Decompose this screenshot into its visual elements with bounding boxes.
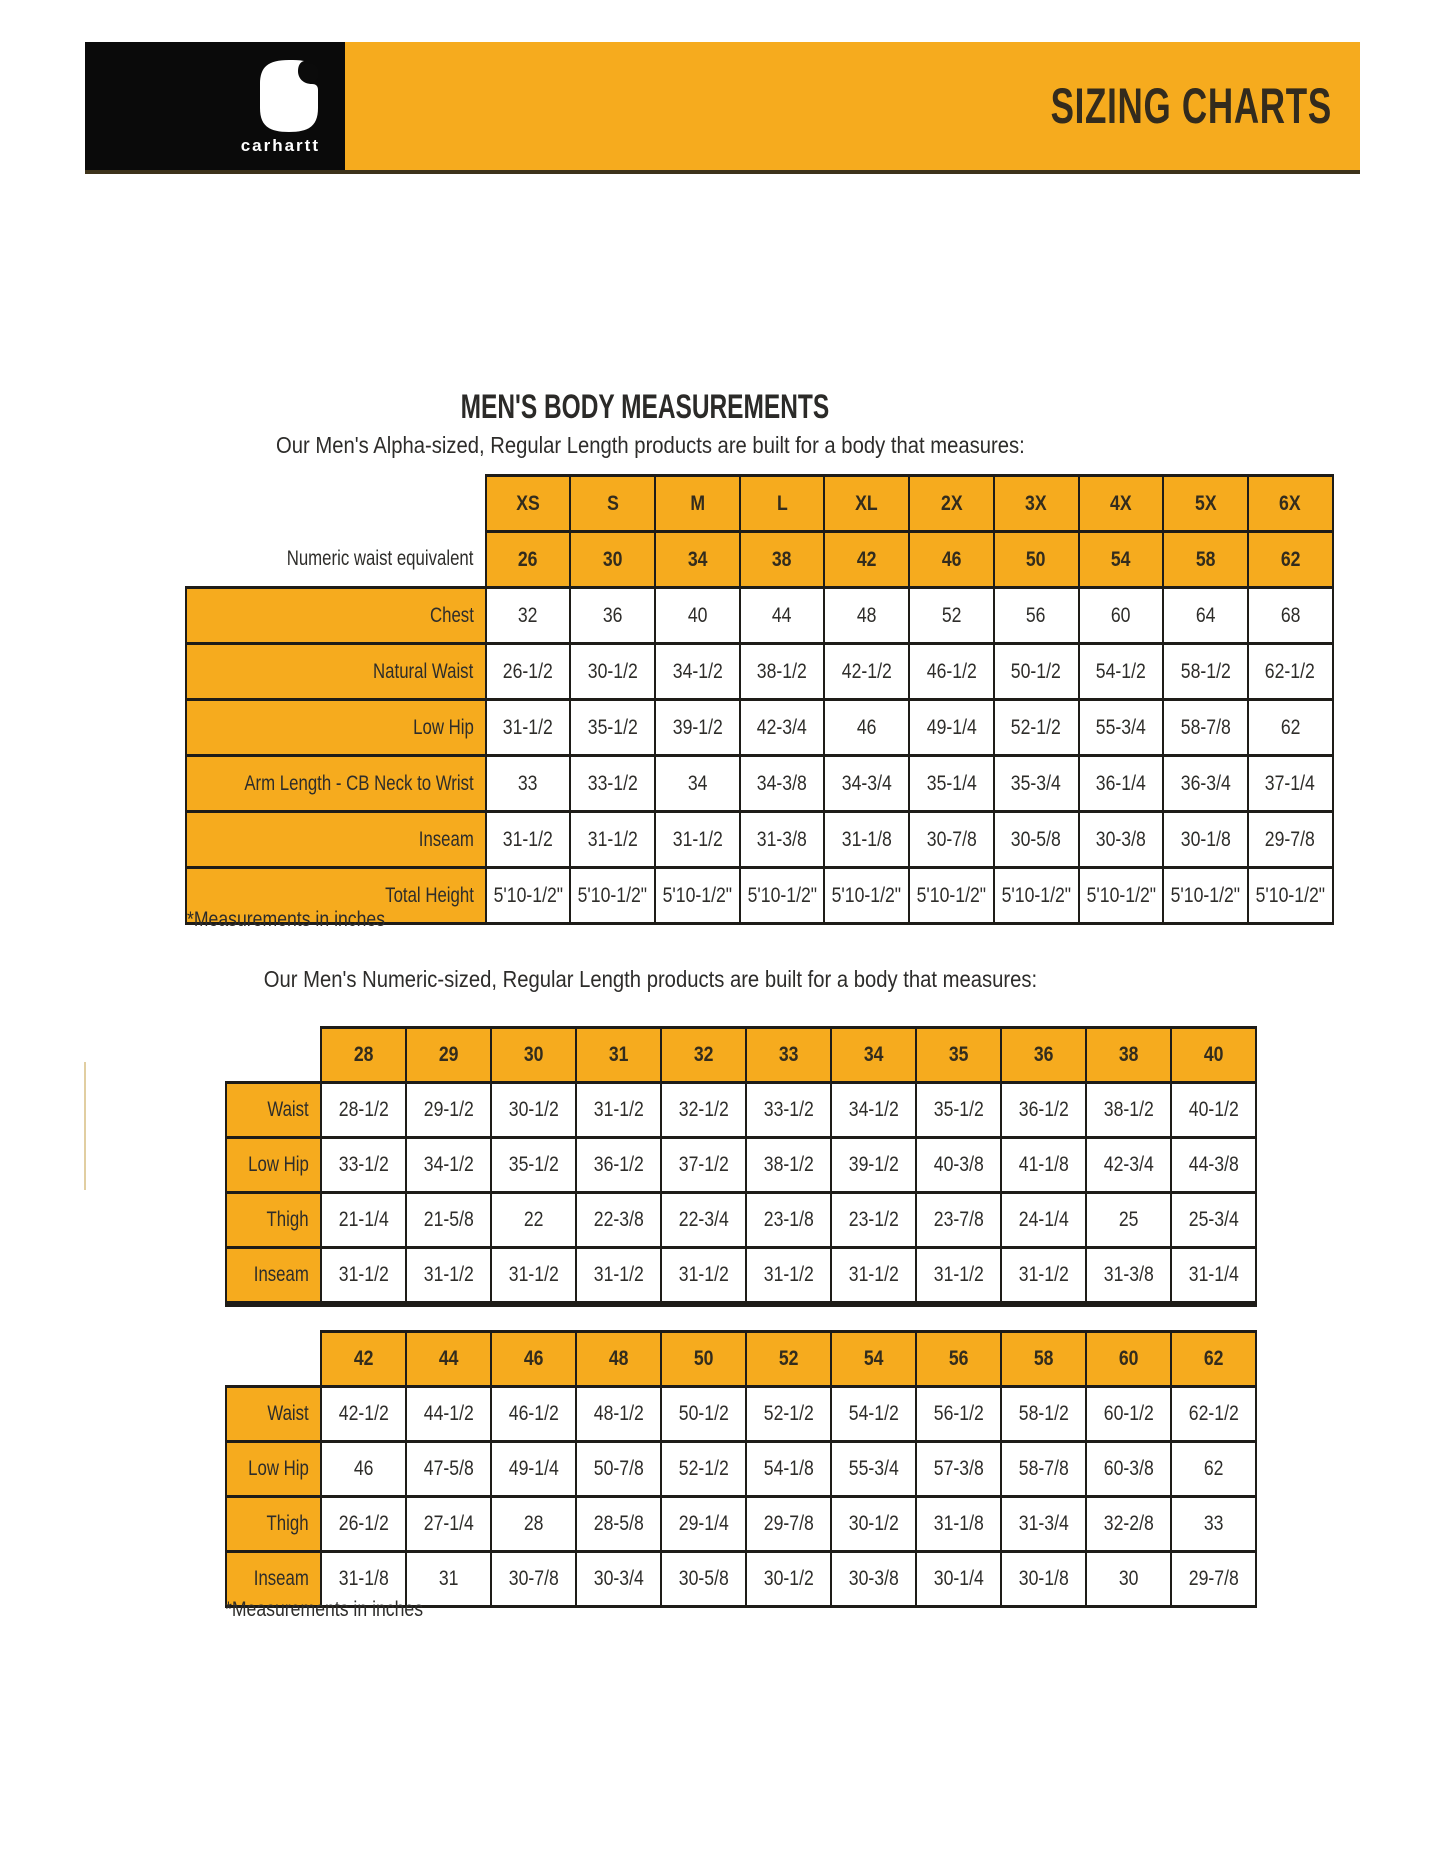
measure-cell: 42-1/2 bbox=[321, 1387, 406, 1442]
measure-cell: 56-1/2 bbox=[916, 1387, 1001, 1442]
measure-cell: 5'10-1/2" bbox=[824, 868, 909, 924]
measure-cell: 24-1/4 bbox=[1001, 1193, 1086, 1248]
measure-cell: 48 bbox=[824, 588, 909, 644]
measure-cell: 42-1/2 bbox=[824, 644, 909, 700]
measure-cell: 31-1/2 bbox=[491, 1248, 576, 1305]
measure-cell: 46-1/2 bbox=[491, 1387, 576, 1442]
measure-cell: 5'10-1/2" bbox=[655, 868, 740, 924]
row-label: Inseam bbox=[226, 1248, 321, 1305]
numeric-size-table-42-62 bbox=[225, 1330, 1257, 1608]
measure-cell: 34-3/4 bbox=[824, 756, 909, 812]
table-row bbox=[226, 1248, 1256, 1305]
measure-cell: 22-3/8 bbox=[576, 1193, 661, 1248]
measure-cell: 30-1/2 bbox=[491, 1083, 576, 1138]
measure-cell: 30-1/2 bbox=[570, 644, 655, 700]
measure-cell: 25-3/4 bbox=[1171, 1193, 1256, 1248]
measure-cell: 31-1/2 bbox=[746, 1248, 831, 1305]
measure-cell: 35-1/2 bbox=[570, 700, 655, 756]
measure-cell: 50-1/2 bbox=[994, 644, 1079, 700]
measure-cell: 31-3/8 bbox=[740, 812, 825, 868]
size-header-cell: 31 bbox=[576, 1028, 661, 1083]
row-label: Thigh bbox=[226, 1193, 321, 1248]
measure-cell: 30 bbox=[1086, 1552, 1171, 1607]
size-header-cell: 52 bbox=[746, 1332, 831, 1387]
measure-cell: 22-3/4 bbox=[661, 1193, 746, 1248]
measure-cell: 26-1/2 bbox=[321, 1497, 406, 1552]
page-edge-artifact-line bbox=[84, 1062, 86, 1190]
carhartt-c-icon bbox=[260, 60, 318, 132]
measure-cell: 50-1/2 bbox=[661, 1387, 746, 1442]
measure-cell: 31-1/8 bbox=[321, 1552, 406, 1607]
measure-cell: 21-5/8 bbox=[406, 1193, 491, 1248]
measure-cell: 30-1/8 bbox=[1001, 1552, 1086, 1607]
measure-cell: 25 bbox=[1086, 1193, 1171, 1248]
table-row bbox=[186, 476, 1333, 532]
size-header-cell: 62 bbox=[1171, 1332, 1256, 1387]
measure-cell: 30-3/8 bbox=[831, 1552, 916, 1607]
measure-cell: 28 bbox=[491, 1497, 576, 1552]
measure-cell: 46 bbox=[321, 1442, 406, 1497]
measure-cell: 44-1/2 bbox=[406, 1387, 491, 1442]
measure-cell: 32 bbox=[486, 588, 571, 644]
measure-cell: 58-7/8 bbox=[1163, 700, 1248, 756]
measure-cell: 5'10-1/2" bbox=[909, 868, 994, 924]
measure-cell: 52 bbox=[909, 588, 994, 644]
row-label: Low Hip bbox=[226, 1138, 321, 1193]
measure-cell: 58-1/2 bbox=[1001, 1387, 1086, 1442]
measure-cell: 32-1/2 bbox=[661, 1083, 746, 1138]
measure-cell: 21-1/4 bbox=[321, 1193, 406, 1248]
measure-cell: 34 bbox=[655, 756, 740, 812]
measure-cell: 39-1/2 bbox=[655, 700, 740, 756]
measure-cell: 5'10-1/2" bbox=[1163, 868, 1248, 924]
numeric-size-table-28-40 bbox=[225, 1026, 1257, 1307]
measure-cell: 23-1/2 bbox=[831, 1193, 916, 1248]
size-header-cell: 62 bbox=[1248, 532, 1333, 588]
size-header-cell: 38 bbox=[740, 532, 825, 588]
measure-cell: 30-1/2 bbox=[831, 1497, 916, 1552]
table-row bbox=[226, 1138, 1256, 1193]
row-label: Arm Length - CB Neck to Wrist bbox=[186, 756, 486, 812]
measure-cell: 31-1/2 bbox=[1001, 1248, 1086, 1305]
size-header-cell: 4X bbox=[1079, 476, 1164, 532]
measure-cell: 32-2/8 bbox=[1086, 1497, 1171, 1552]
row-label: Inseam bbox=[226, 1552, 321, 1607]
row-label: Chest bbox=[186, 588, 486, 644]
numeric-footnote: *Measurements in inches bbox=[225, 1598, 424, 1621]
carhartt-logo-box bbox=[85, 42, 345, 170]
size-header-cell: 58 bbox=[1001, 1332, 1086, 1387]
size-header-cell: 5X bbox=[1163, 476, 1248, 532]
size-header-cell: 36 bbox=[1001, 1028, 1086, 1083]
size-header-cell: 56 bbox=[916, 1332, 1001, 1387]
size-header-cell: S bbox=[570, 476, 655, 532]
measure-cell: 31-1/2 bbox=[661, 1248, 746, 1305]
measure-cell: 5'10-1/2" bbox=[740, 868, 825, 924]
measure-cell: 31-1/2 bbox=[486, 812, 571, 868]
table-row bbox=[186, 588, 1333, 644]
table-row bbox=[226, 1332, 1256, 1387]
size-header-cell: 48 bbox=[576, 1332, 661, 1387]
alpha-subtitle: Our Men's Alpha-sized, Regular Length products are built for a body that measures: bbox=[275, 432, 1025, 458]
alpha-size-table bbox=[185, 474, 1334, 925]
measure-cell: 36-1/4 bbox=[1079, 756, 1164, 812]
measure-cell: 39-1/2 bbox=[831, 1138, 916, 1193]
measure-cell: 30-1/4 bbox=[916, 1552, 1001, 1607]
measure-cell: 60-3/8 bbox=[1086, 1442, 1171, 1497]
measure-cell: 31-1/2 bbox=[655, 812, 740, 868]
measure-cell: 40-3/8 bbox=[916, 1138, 1001, 1193]
measure-cell: 50-7/8 bbox=[576, 1442, 661, 1497]
measure-cell: 29-1/2 bbox=[406, 1083, 491, 1138]
row-label: Waist bbox=[226, 1083, 321, 1138]
table-row bbox=[186, 644, 1333, 700]
measure-cell: 28-5/8 bbox=[576, 1497, 661, 1552]
size-header-cell: 50 bbox=[994, 532, 1079, 588]
measure-cell: 30-3/4 bbox=[576, 1552, 661, 1607]
page-title: SIZING CHARTS bbox=[1050, 78, 1332, 134]
measure-cell: 62 bbox=[1248, 700, 1333, 756]
row-label: Inseam bbox=[186, 812, 486, 868]
measure-cell: 37-1/2 bbox=[661, 1138, 746, 1193]
table-row bbox=[186, 532, 1333, 588]
measure-cell: 34-3/8 bbox=[740, 756, 825, 812]
measure-cell: 68 bbox=[1248, 588, 1333, 644]
measure-cell: 54-1/2 bbox=[831, 1387, 916, 1442]
measure-cell: 37-1/4 bbox=[1248, 756, 1333, 812]
measure-cell: 31-1/2 bbox=[916, 1248, 1001, 1305]
measure-cell: 31-3/4 bbox=[1001, 1497, 1086, 1552]
size-header-cell: 30 bbox=[570, 532, 655, 588]
size-header-cell: 6X bbox=[1248, 476, 1333, 532]
measure-cell: 23-1/8 bbox=[746, 1193, 831, 1248]
size-header-cell: 54 bbox=[831, 1332, 916, 1387]
size-header-cell: 46 bbox=[491, 1332, 576, 1387]
measure-cell: 31-1/2 bbox=[576, 1248, 661, 1305]
measure-cell: 55-3/4 bbox=[1079, 700, 1164, 756]
measure-cell: 29-1/4 bbox=[661, 1497, 746, 1552]
measure-cell: 35-1/2 bbox=[916, 1083, 1001, 1138]
numeric-subtitle: Our Men's Numeric-sized, Regular Length products are built for a body that measures: bbox=[263, 966, 1037, 992]
measure-cell: 58-1/2 bbox=[1163, 644, 1248, 700]
measure-cell: 5'10-1/2" bbox=[1248, 868, 1333, 924]
measure-cell: 33-1/2 bbox=[321, 1138, 406, 1193]
measure-cell: 40-1/2 bbox=[1171, 1083, 1256, 1138]
measure-cell: 36 bbox=[570, 588, 655, 644]
size-header-cell: 42 bbox=[321, 1332, 406, 1387]
table-row bbox=[186, 812, 1333, 868]
carhartt-wordmark: carhartt bbox=[240, 136, 320, 155]
row-label: Low Hip bbox=[226, 1442, 321, 1497]
measure-cell: 35-1/2 bbox=[491, 1138, 576, 1193]
measure-cell: 23-7/8 bbox=[916, 1193, 1001, 1248]
measure-cell: 30-1/2 bbox=[746, 1552, 831, 1607]
size-header-cell: 38 bbox=[1086, 1028, 1171, 1083]
measure-cell: 30-7/8 bbox=[491, 1552, 576, 1607]
measure-cell: 62-1/2 bbox=[1171, 1387, 1256, 1442]
measure-cell: 36-1/2 bbox=[576, 1138, 661, 1193]
table-row bbox=[226, 1083, 1256, 1138]
measure-cell: 54-1/2 bbox=[1079, 644, 1164, 700]
measure-cell: 57-3/8 bbox=[916, 1442, 1001, 1497]
measure-cell: 5'10-1/2" bbox=[570, 868, 655, 924]
measure-cell: 30-7/8 bbox=[909, 812, 994, 868]
measure-cell: 22 bbox=[491, 1193, 576, 1248]
size-header-cell: 29 bbox=[406, 1028, 491, 1083]
measure-cell: 33 bbox=[486, 756, 571, 812]
table-row bbox=[226, 1193, 1256, 1248]
measure-cell: 31 bbox=[406, 1552, 491, 1607]
measure-cell: 46 bbox=[824, 700, 909, 756]
size-header-cell: XS bbox=[486, 476, 571, 532]
measure-cell: 58-7/8 bbox=[1001, 1442, 1086, 1497]
row-label: Waist bbox=[226, 1387, 321, 1442]
measure-cell: 29-7/8 bbox=[746, 1497, 831, 1552]
row-label bbox=[226, 1028, 321, 1083]
measure-cell: 44 bbox=[740, 588, 825, 644]
measure-cell: 36-1/2 bbox=[1001, 1083, 1086, 1138]
measure-cell: 41-1/8 bbox=[1001, 1138, 1086, 1193]
measure-cell: 48-1/2 bbox=[576, 1387, 661, 1442]
measure-cell: 31-1/2 bbox=[831, 1248, 916, 1305]
measure-cell: 52-1/2 bbox=[661, 1442, 746, 1497]
measure-cell: 60 bbox=[1079, 588, 1164, 644]
size-header-cell: 3X bbox=[994, 476, 1079, 532]
measure-cell: 34-1/2 bbox=[406, 1138, 491, 1193]
measure-cell: 31-1/2 bbox=[576, 1083, 661, 1138]
table-row bbox=[226, 1442, 1256, 1497]
measure-cell: 33-1/2 bbox=[746, 1083, 831, 1138]
measure-cell: 38-1/2 bbox=[746, 1138, 831, 1193]
size-header-cell: 34 bbox=[831, 1028, 916, 1083]
measure-cell: 49-1/4 bbox=[491, 1442, 576, 1497]
measure-cell: 5'10-1/2" bbox=[486, 868, 571, 924]
measure-cell: 31-1/8 bbox=[916, 1497, 1001, 1552]
measure-cell: 31-1/2 bbox=[570, 812, 655, 868]
size-header-cell: 2X bbox=[909, 476, 994, 532]
measure-cell: 35-3/4 bbox=[994, 756, 1079, 812]
row-label: Total Height bbox=[186, 868, 486, 924]
measure-cell: 30-5/8 bbox=[994, 812, 1079, 868]
size-header-cell: 54 bbox=[1079, 532, 1164, 588]
size-header-cell: 33 bbox=[746, 1028, 831, 1083]
row-label bbox=[186, 476, 486, 532]
size-header-cell: 44 bbox=[406, 1332, 491, 1387]
row-label: Thigh bbox=[226, 1497, 321, 1552]
measure-cell: 31-3/8 bbox=[1086, 1248, 1171, 1305]
size-header-cell: 58 bbox=[1163, 532, 1248, 588]
header-banner bbox=[85, 42, 1360, 174]
row-label: Numeric waist equivalent bbox=[186, 532, 486, 588]
measure-cell: 27-1/4 bbox=[406, 1497, 491, 1552]
table-row bbox=[226, 1387, 1256, 1442]
row-label bbox=[226, 1332, 321, 1387]
measure-cell: 60-1/2 bbox=[1086, 1387, 1171, 1442]
measure-cell: 31-1/2 bbox=[486, 700, 571, 756]
size-header-cell: 40 bbox=[1171, 1028, 1256, 1083]
size-header-cell: L bbox=[740, 476, 825, 532]
measure-cell: 62 bbox=[1171, 1442, 1256, 1497]
measure-cell: 35-1/4 bbox=[909, 756, 994, 812]
size-header-cell: 35 bbox=[916, 1028, 1001, 1083]
measure-cell: 40 bbox=[655, 588, 740, 644]
size-header-cell: 34 bbox=[655, 532, 740, 588]
size-header-cell: M bbox=[655, 476, 740, 532]
measure-cell: 38-1/2 bbox=[1086, 1083, 1171, 1138]
measure-cell: 28-1/2 bbox=[321, 1083, 406, 1138]
size-header-cell: 60 bbox=[1086, 1332, 1171, 1387]
measure-cell: 64 bbox=[1163, 588, 1248, 644]
measure-cell: 46-1/2 bbox=[909, 644, 994, 700]
measure-cell: 49-1/4 bbox=[909, 700, 994, 756]
measure-cell: 29-7/8 bbox=[1248, 812, 1333, 868]
measure-cell: 42-3/4 bbox=[740, 700, 825, 756]
measure-cell: 36-3/4 bbox=[1163, 756, 1248, 812]
table-row bbox=[186, 700, 1333, 756]
table-row bbox=[226, 1028, 1256, 1083]
size-header-cell: XL bbox=[824, 476, 909, 532]
measure-cell: 34-1/2 bbox=[831, 1083, 916, 1138]
measure-cell: 33 bbox=[1171, 1497, 1256, 1552]
size-header-cell: 42 bbox=[824, 532, 909, 588]
size-header-cell: 28 bbox=[321, 1028, 406, 1083]
measure-cell: 44-3/8 bbox=[1171, 1138, 1256, 1193]
measure-cell: 52-1/2 bbox=[994, 700, 1079, 756]
table-row bbox=[226, 1497, 1256, 1552]
measure-cell: 29-7/8 bbox=[1171, 1552, 1256, 1607]
measure-cell: 30-5/8 bbox=[661, 1552, 746, 1607]
measure-cell: 31-1/2 bbox=[406, 1248, 491, 1305]
measure-cell: 33-1/2 bbox=[570, 756, 655, 812]
measure-cell: 42-3/4 bbox=[1086, 1138, 1171, 1193]
measure-cell: 5'10-1/2" bbox=[1079, 868, 1164, 924]
measure-cell: 34-1/2 bbox=[655, 644, 740, 700]
measure-cell: 52-1/2 bbox=[746, 1387, 831, 1442]
measure-cell: 54-1/8 bbox=[746, 1442, 831, 1497]
measure-cell: 26-1/2 bbox=[486, 644, 571, 700]
alpha-footnote: *Measurements in inches bbox=[187, 908, 386, 931]
measure-cell: 62-1/2 bbox=[1248, 644, 1333, 700]
size-header-cell: 50 bbox=[661, 1332, 746, 1387]
size-header-cell: 32 bbox=[661, 1028, 746, 1083]
measure-cell: 30-3/8 bbox=[1079, 812, 1164, 868]
size-header-cell: 26 bbox=[486, 532, 571, 588]
measure-cell: 47-5/8 bbox=[406, 1442, 491, 1497]
row-label: Low Hip bbox=[186, 700, 486, 756]
row-label: Natural Waist bbox=[186, 644, 486, 700]
measure-cell: 56 bbox=[994, 588, 1079, 644]
measure-cell: 5'10-1/2" bbox=[994, 868, 1079, 924]
measure-cell: 38-1/2 bbox=[740, 644, 825, 700]
measure-cell: 31-1/4 bbox=[1171, 1248, 1256, 1305]
measure-cell: 55-3/4 bbox=[831, 1442, 916, 1497]
section-title-mens-body-measurements: MEN'S BODY MEASUREMENTS bbox=[460, 388, 830, 426]
measure-cell: 31-1/2 bbox=[321, 1248, 406, 1305]
size-header-cell: 30 bbox=[491, 1028, 576, 1083]
table-row bbox=[186, 756, 1333, 812]
measure-cell: 30-1/8 bbox=[1163, 812, 1248, 868]
measure-cell: 31-1/8 bbox=[824, 812, 909, 868]
size-header-cell: 46 bbox=[909, 532, 994, 588]
